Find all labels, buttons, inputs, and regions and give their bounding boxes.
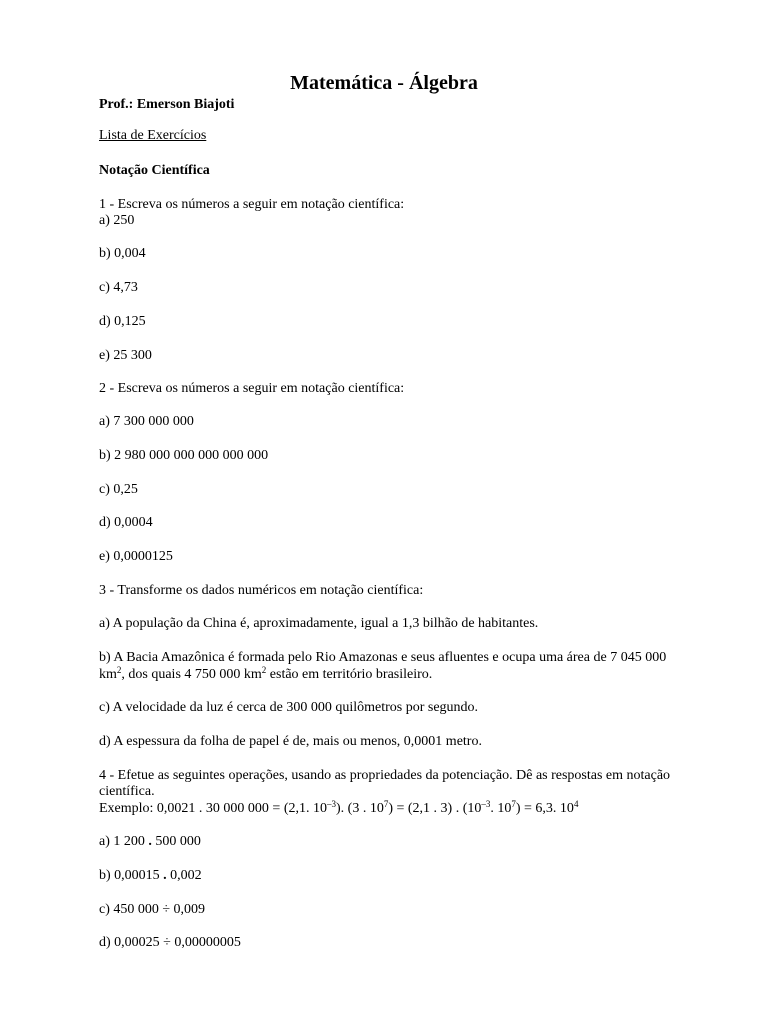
q4-prompt-line1: 4 - Efetue as seguintes operações, usando as propriedades da potenciação. Dê as respostas em notação <box>99 768 671 783</box>
q3-item-c: c) A velocidade da luz é cerca de 300 000 quilômetros por segundo. <box>99 700 479 715</box>
section-title: Notação Científica <box>99 163 210 178</box>
q1-item-b: b) 0,004 <box>99 246 146 261</box>
q1-item-e: e) 25 300 <box>99 348 152 363</box>
superscript: 2 <box>116 665 122 675</box>
superscript: 2 <box>261 665 267 675</box>
q2-prompt: 2 - Escreva os números a seguir em notação científica: <box>99 381 405 396</box>
professor-line: Prof.: Emerson Biajoti <box>99 97 235 112</box>
list-title: Lista de Exercícios <box>99 128 207 143</box>
q2-item-c: c) 0,25 <box>99 482 138 497</box>
q4-prompt-line2: científica. <box>99 784 155 799</box>
q1-item-a: a) 250 <box>99 213 135 228</box>
q3-item-b-line1: b) A Bacia Amazônica é formada pelo Rio Amazonas e seus afluentes e ocupa uma área de 7 045 000 <box>99 650 667 665</box>
q3-item-b-line2: $km^2$, dos quais 4 750 000 $km^2$ estão em território brasileiro. <box>99 665 433 682</box>
q3-item-d: d) A espessura da folha de papel é de, mais ou menos, 0,0001 metro. <box>99 734 482 749</box>
q2-item-d: d) 0,0004 <box>99 515 153 530</box>
q4-item-b: b) 0,00015 . 0,002 <box>99 868 202 883</box>
q4-item-d: d) 0,00025 ÷ 0,00000005 <box>99 935 241 950</box>
q2-item-e: e) 0,0000125 <box>99 549 173 564</box>
q2-item-b: b) 2 980 000 000 000 000 000 <box>99 448 269 463</box>
q4-example: Exemplo: 0,0021 . 30 000 000 = (2,1. $10^{-3}$). (3 . $10^7) = (2,1$ . 3) . ($10^{-3}$. $10^7) = 6,3$. $10^4$ <box>99 799 579 816</box>
q3-item-a: a) A população da China é, aproximadamente, igual a 1,3 bilhão de habitantes. <box>99 616 539 631</box>
page-title: Matemática - Álgebra <box>290 72 478 94</box>
q1-item-d: d) 0,125 <box>99 314 146 329</box>
q3-prompt: 3 - Transforme os dados numéricos em notação científica: <box>99 583 424 598</box>
q1-item-c: c) 4,73 <box>99 280 138 295</box>
q2-item-a: a) 7 300 000 000 <box>99 414 194 429</box>
q1-prompt: 1 - Escreva os números a seguir em notação científica: <box>99 197 405 212</box>
q4-item-c: c) 450 000 ÷ 0,009 <box>99 902 206 917</box>
q4-item-a: a) 1 200 . 500 000 <box>99 834 201 849</box>
